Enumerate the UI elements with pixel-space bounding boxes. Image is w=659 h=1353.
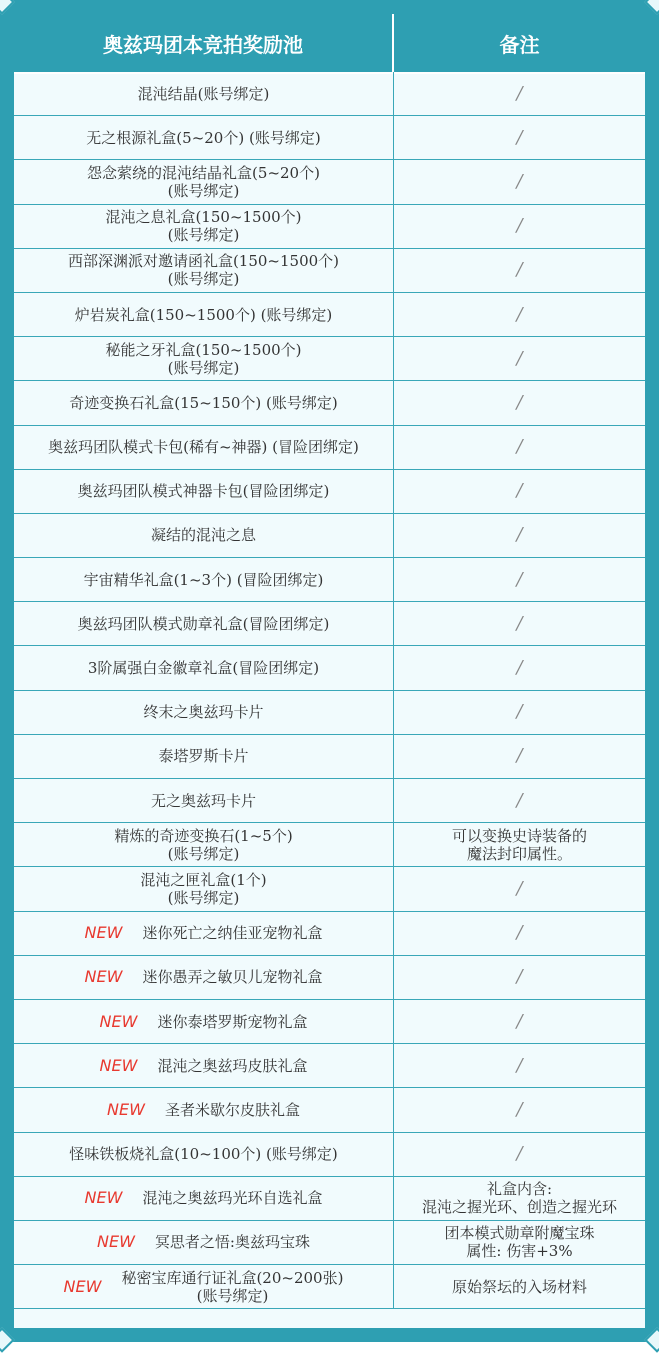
reward-cell (14, 1000, 394, 1043)
table-row (14, 1133, 645, 1177)
new-badge: NEW (107, 1099, 145, 1119)
reward-name: 3阶属强白金徽章礼盒(冒险团绑定) (87, 659, 320, 678)
reward-name: 奇迹变换石礼盒(15~150个) (账号绑定) (69, 393, 338, 412)
reward-name: 炉岩炭礼盒(150~1500个) (账号绑定) (74, 305, 333, 324)
reward-cell (14, 514, 394, 557)
reward-name: 奥兹玛团队模式勋章礼盒(冒险团绑定) (77, 614, 330, 633)
note-cell: / (516, 1143, 523, 1165)
note-cell: / (516, 1098, 523, 1120)
note-cell: / (516, 347, 523, 369)
new-badge: NEW (84, 1188, 123, 1208)
reward-cell (14, 470, 394, 513)
table-row (14, 514, 645, 558)
note-cell: / (516, 877, 523, 899)
reward-cell (14, 912, 394, 955)
reward-cell (14, 558, 394, 601)
note-cell: / (516, 126, 523, 148)
note-cell: / (516, 1010, 523, 1032)
note-cell: / (516, 745, 523, 767)
table-row (14, 249, 645, 293)
table-row (14, 116, 645, 160)
reward-name: 迷你死亡之纳佳亚宠物礼盒 (142, 924, 323, 943)
header-note: 备注 (499, 32, 540, 57)
reward-cell (14, 160, 394, 203)
reward-name: 泰塔罗斯卡片 (158, 747, 249, 766)
reward-name: 冥思者之悟:奥兹玛宝珠 (154, 1233, 310, 1252)
reward-name: 精炼的奇迹变换石(1~5个) (账号绑定) (114, 826, 293, 863)
table-row (14, 1221, 645, 1265)
reward-name: 怨念萦绕的混沌结晶礼盒(5~20个) (账号绑定) (87, 163, 320, 200)
reward-name: 混沌之息礼盒(150~1500个) (账号绑定) (105, 208, 302, 245)
reward-cell (14, 381, 394, 424)
table-row (14, 293, 645, 337)
note-cell: / (516, 436, 523, 458)
reward-name: 秘能之牙礼盒(150~1500个) (账号绑定) (105, 340, 302, 377)
reward-name: 终末之奥兹玛卡片 (143, 703, 264, 722)
table-row (14, 381, 645, 425)
new-badge: NEW (84, 923, 123, 943)
note-cell: / (516, 303, 523, 325)
reward-name: 宇宙精华礼盒(1~3个) (冒险团绑定) (83, 570, 324, 589)
reward-cell (14, 249, 394, 292)
new-badge: NEW (63, 1276, 102, 1296)
note-cell: / (516, 568, 523, 590)
note-cell: / (516, 789, 523, 811)
reward-name: 奥兹玛团队模式神器卡包(冒险团绑定) (77, 482, 330, 501)
reward-cell (14, 823, 394, 866)
table-row (14, 779, 645, 823)
new-badge: NEW (84, 967, 123, 987)
reward-cell (14, 1265, 394, 1308)
note-cell: / (516, 215, 523, 237)
table-row (14, 912, 645, 956)
reward-name: 无之奥兹玛卡片 (150, 791, 256, 810)
table-header (14, 14, 645, 74)
reward-name: 混沌之匣礼盒(1个) (账号绑定) (140, 870, 267, 907)
note-cell: / (516, 922, 523, 944)
reward-table (14, 14, 645, 1328)
reward-name: 混沌之奥兹玛皮肤礼盒 (157, 1056, 308, 1075)
reward-name: 迷你泰塔罗斯宠物礼盒 (157, 1012, 308, 1031)
reward-cell (14, 205, 394, 248)
table-row (14, 426, 645, 470)
note-cell: / (516, 259, 523, 281)
reward-cell (14, 602, 394, 645)
note-cell: / (516, 391, 523, 413)
reward-name: 秘密宝库通行证礼盒(20~200张) (账号绑定) (121, 1268, 344, 1305)
reward-cell (14, 691, 394, 734)
table-row (14, 470, 645, 514)
note-cell: / (516, 1054, 523, 1076)
reward-cell (14, 646, 394, 689)
reward-name: 迷你愚弄之敏贝儿宠物礼盒 (142, 968, 323, 987)
table-row (14, 205, 645, 249)
table-row (14, 735, 645, 779)
table-body (14, 72, 645, 1309)
note-cell: / (516, 170, 523, 192)
table-row (14, 160, 645, 204)
reward-cell (14, 1088, 394, 1131)
table-row (14, 72, 645, 116)
reward-cell (14, 337, 394, 380)
table-row (14, 1088, 645, 1132)
corner-ornament (644, 1327, 659, 1352)
table-row (14, 867, 645, 911)
reward-cell (14, 1221, 394, 1264)
corner-ornament (0, 1327, 15, 1352)
corner-ornament (0, 0, 15, 15)
note-cell: / (516, 82, 523, 104)
note-cell: / (516, 657, 523, 679)
table-row (14, 1000, 645, 1044)
corner-ornament (644, 0, 659, 15)
table-row (14, 558, 645, 602)
table-row (14, 602, 645, 646)
reward-name: 无之根源礼盒(5~20个) (账号绑定) (86, 128, 321, 147)
reward-cell (14, 956, 394, 999)
table-row (14, 646, 645, 690)
table-row (14, 823, 645, 867)
reward-cell (14, 426, 394, 469)
note-cell: / (516, 966, 523, 988)
new-badge: NEW (97, 1232, 135, 1252)
reward-cell (14, 735, 394, 778)
table-row (14, 956, 645, 1000)
reward-cell (14, 116, 394, 159)
reward-cell (14, 779, 394, 822)
new-badge: NEW (99, 1011, 138, 1031)
note-cell: / (516, 612, 523, 634)
reward-cell (14, 867, 394, 910)
reward-cell (14, 1177, 394, 1220)
note-cell: / (516, 524, 523, 546)
table-row (14, 691, 645, 735)
table-row (14, 1044, 645, 1088)
reward-cell (14, 1133, 394, 1176)
reward-name: 西部深渊派对邀请函礼盒(150~1500个) (账号绑定) (67, 252, 340, 289)
note-cell: 团本模式勋章附魔宝珠 属性: 伤害+3% (444, 1224, 595, 1261)
reward-name: 混沌结晶(账号绑定) (137, 84, 270, 103)
table-row (14, 337, 645, 381)
reward-name: 圣者米歇尔皮肤礼盒 (164, 1100, 300, 1119)
reward-cell (14, 293, 394, 336)
reward-name: 怪味铁板烧礼盒(10~100个) (账号绑定) (69, 1145, 338, 1164)
table-row (14, 1265, 645, 1309)
new-badge: NEW (99, 1055, 138, 1075)
note-cell: 原始祭坛的入场材料 (451, 1277, 587, 1296)
reward-cell (14, 72, 394, 115)
header-reward-pool: 奥兹玛团本竞拍奖励池 (14, 14, 394, 72)
note-cell: / (516, 480, 523, 502)
note-cell: 可以变换史诗装备的 魔法封印属性。 (451, 826, 587, 863)
note-cell: 礼盒内含: 混沌之握光环、创造之握光环 (421, 1180, 617, 1217)
reward-name: 奥兹玛团队模式卡包(稀有~神器) (冒险团绑定) (48, 438, 359, 457)
note-cell: / (516, 701, 523, 723)
reward-name: 混沌之奥兹玛光环自选礼盒 (142, 1189, 323, 1208)
reward-cell (14, 1044, 394, 1087)
table-row (14, 1177, 645, 1221)
reward-name: 凝结的混沌之息 (150, 526, 256, 545)
